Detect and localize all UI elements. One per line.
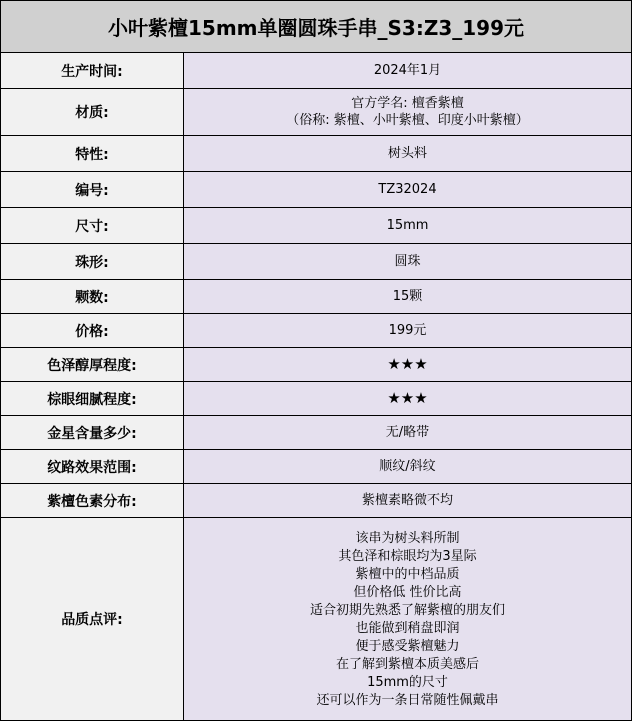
row-price — [1, 314, 632, 348]
row-feature — [1, 136, 632, 172]
row-production-time — [1, 53, 632, 89]
pigment-value: 紫檀素略微不均 — [184, 484, 632, 518]
review-label: 品质点评: — [1, 518, 184, 721]
luster-value — [184, 348, 632, 382]
bead-count-label: 颗数: — [1, 280, 184, 314]
grain-fineness-label: 棕眼细腻程度: — [1, 382, 184, 416]
bead-shape-value: 圆珠 — [184, 244, 632, 280]
price-value: 199元 — [184, 314, 632, 348]
price-label: 价格: — [1, 314, 184, 348]
size-value: 15mm — [184, 208, 632, 244]
material-common-names: （俗称: 紫檀、小叶紫檀、印度小叶紫檀） — [286, 113, 529, 128]
production-time-label: 生产时间: — [1, 53, 184, 89]
review-line: 15mm的尺寸 — [367, 675, 448, 690]
row-code — [1, 172, 632, 208]
material-official-name: 官方学名: 檀香紫檀 — [351, 96, 464, 111]
material-label: 材质: — [1, 89, 184, 136]
bead-shape-label: 珠形: — [1, 244, 184, 280]
review-line: 紫檀中的中档品质 — [355, 567, 460, 582]
star-icon: ★ — [414, 355, 428, 373]
review-line: 便于感受紫檀魅力 — [355, 639, 460, 654]
row-grain-fineness — [1, 382, 632, 416]
row-luster — [1, 348, 632, 382]
star-icon: ★ — [414, 389, 428, 407]
pattern-range-value: 顺纹/斜纹 — [184, 450, 632, 484]
pattern-range-label: 纹路效果范围: — [1, 450, 184, 484]
code-label: 编号: — [1, 172, 184, 208]
review-line: 适合初期先熟悉了解紫檀的朋友们 — [309, 603, 505, 618]
row-pigment — [1, 484, 632, 518]
review-line: 还可以作为一条日常随性佩戴串 — [316, 693, 499, 708]
review-text — [184, 518, 632, 721]
row-size — [1, 208, 632, 244]
star-icon: ★ — [387, 389, 401, 407]
row-pattern-range — [1, 450, 632, 484]
star-icon: ★ — [400, 355, 415, 373]
luster-label: 色泽醇厚程度: — [1, 348, 184, 382]
grain-fineness-value — [184, 382, 632, 416]
star-icon: ★ — [387, 355, 401, 373]
review-line: 该串为树头料所制 — [355, 531, 460, 546]
row-material — [1, 89, 632, 136]
feature-label: 特性: — [1, 136, 184, 172]
row-bead-count — [1, 280, 632, 314]
size-label: 尺寸: — [1, 208, 184, 244]
code-value: TZ32024 — [184, 172, 632, 208]
feature-value: 树头料 — [184, 136, 632, 172]
row-bead-shape — [1, 244, 632, 280]
material-value — [184, 89, 632, 136]
star-icon: ★ — [400, 389, 415, 407]
review-line: 其色泽和棕眼均为3星际 — [338, 549, 477, 564]
review-line: 也能做到稍盘即润 — [355, 621, 460, 636]
gold-stars-value: 无/略带 — [184, 416, 632, 450]
pigment-label: 紫檀色素分布: — [1, 484, 184, 518]
bead-count-value: 15颗 — [184, 280, 632, 314]
gold-stars-label: 金星含量多少: — [1, 416, 184, 450]
row-review — [1, 518, 632, 721]
grain-fineness-star-rating — [387, 390, 427, 407]
review-line: 在了解到紫檀本质美感后 — [335, 657, 479, 672]
review-line: 但价格低 性价比高 — [353, 585, 462, 600]
luster-star-rating — [387, 356, 427, 373]
row-gold-stars — [1, 416, 632, 450]
production-time-value: 2024年1月 — [184, 53, 632, 89]
table-title: 小叶紫檀15mm单圈圆珠手串_S3:Z3_199元 — [1, 1, 632, 53]
